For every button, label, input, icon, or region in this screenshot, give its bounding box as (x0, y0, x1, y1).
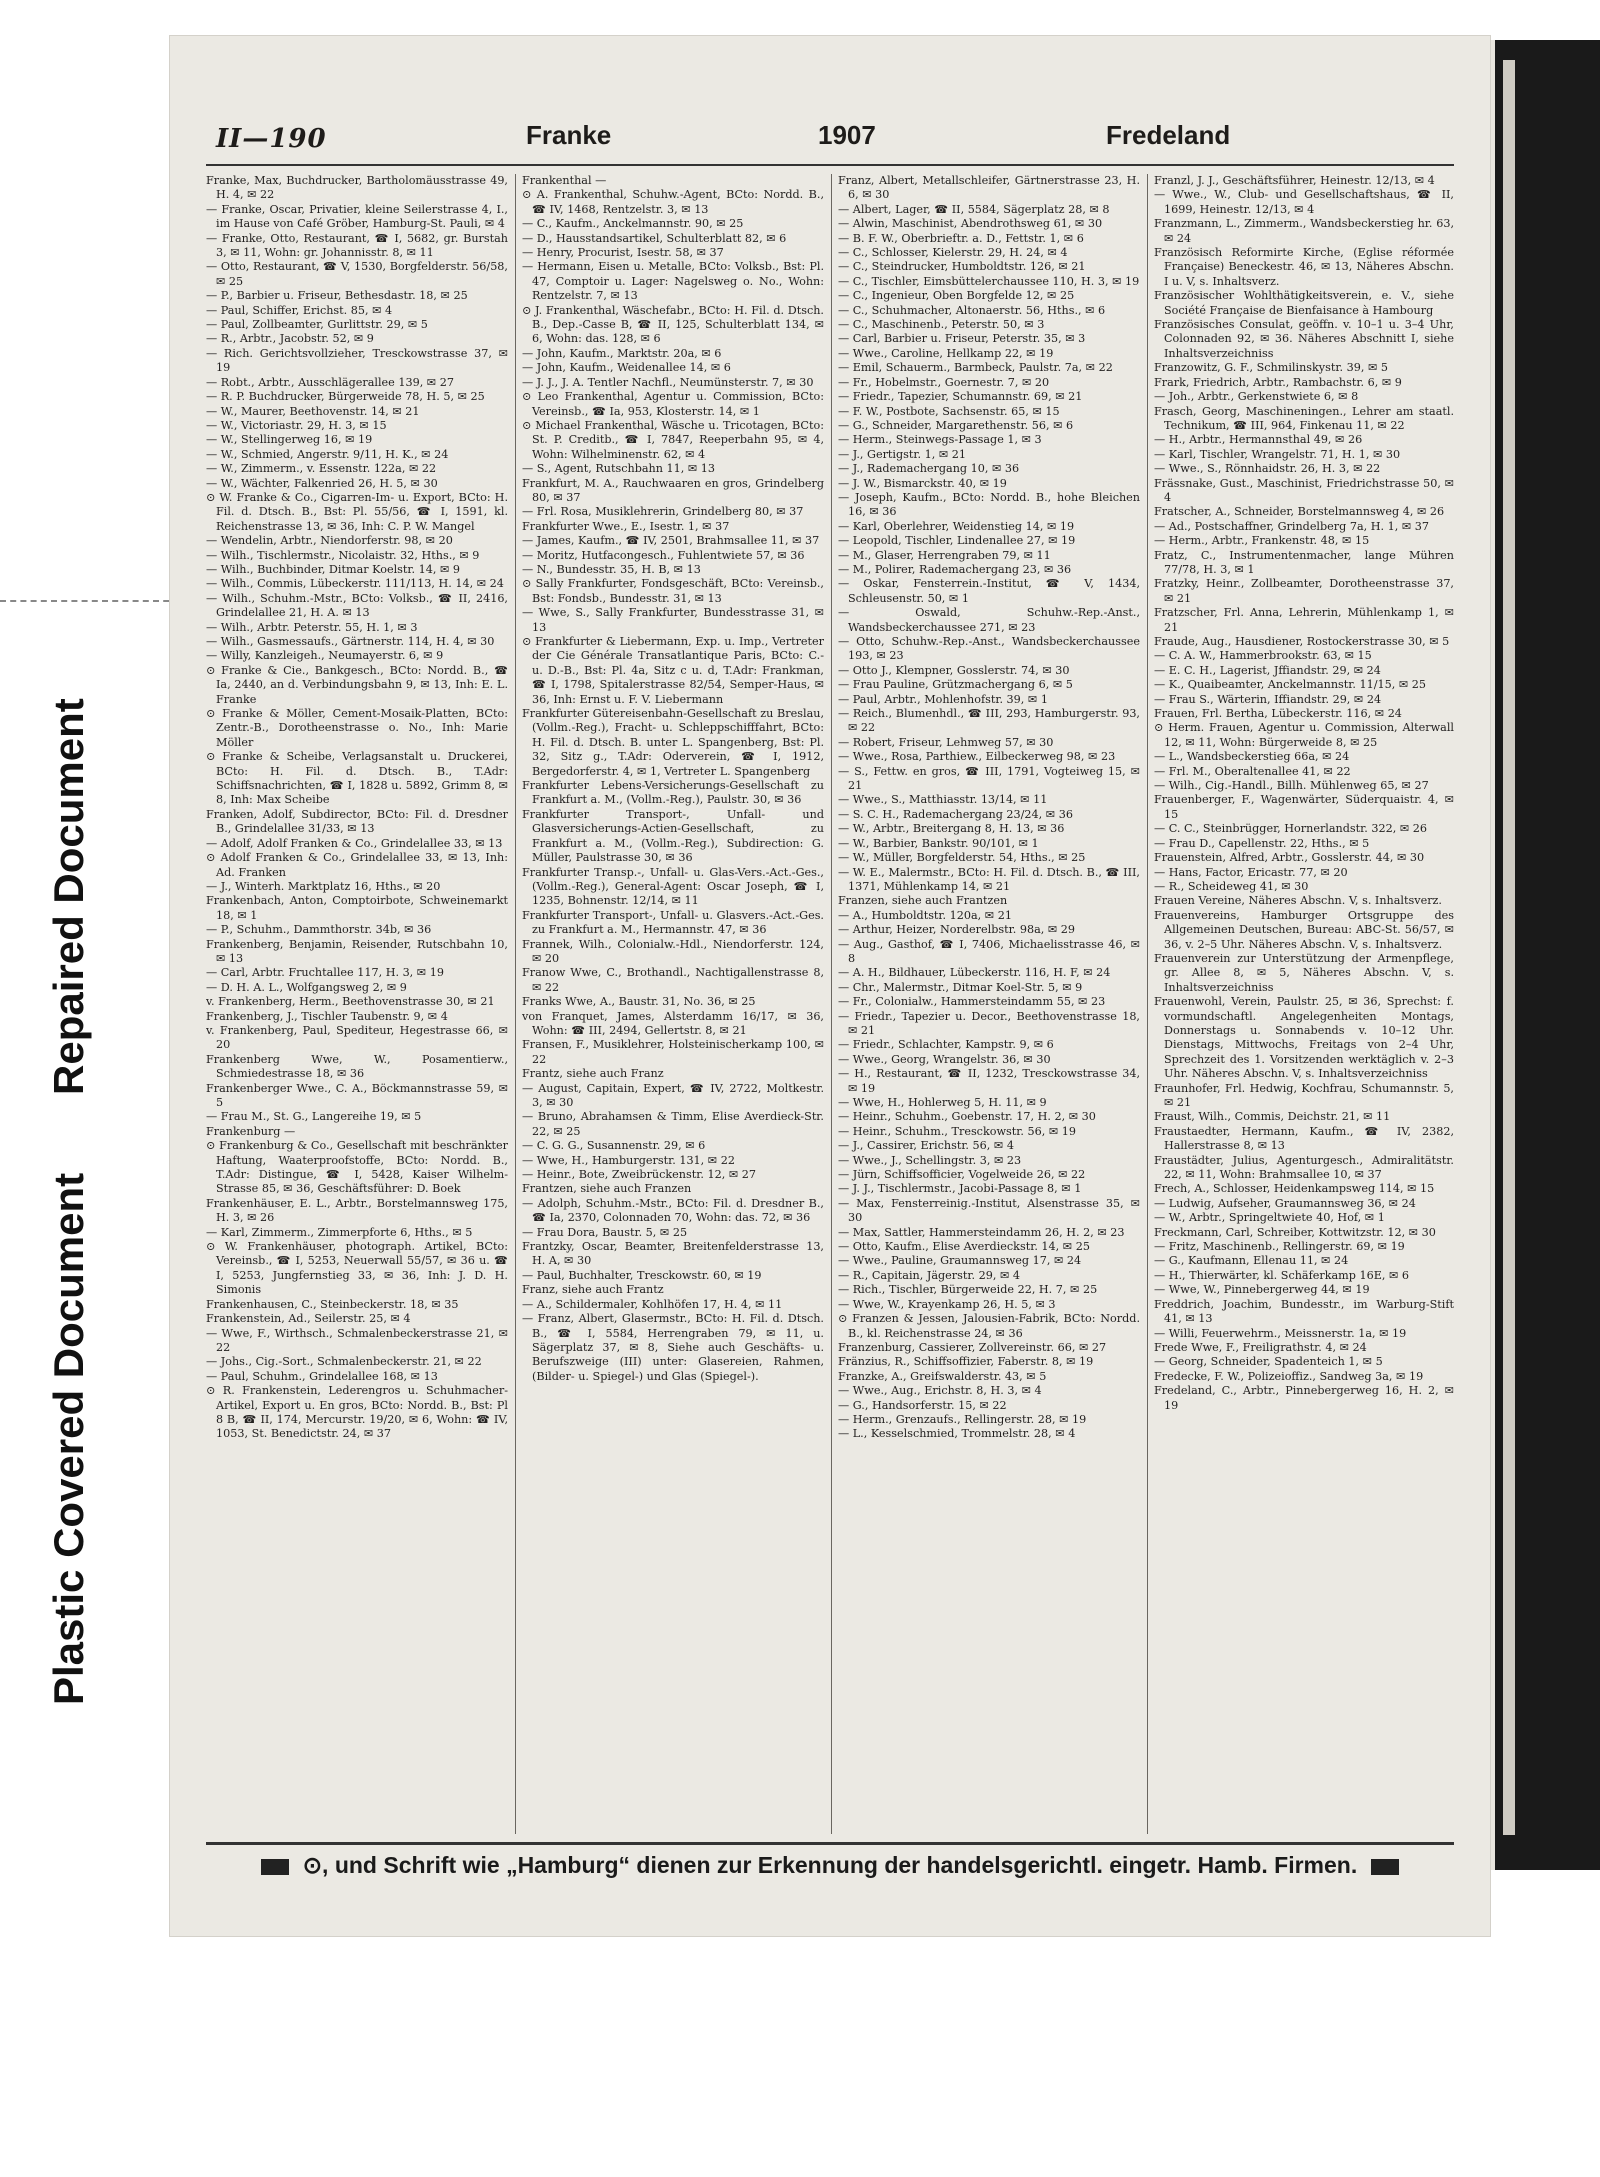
directory-entry: — F. W., Postbote, Sachsenstr. 65, ✉ 15 (838, 404, 1060, 418)
directory-entry: — C., Kaufm., Anckelmannstr. 90, ✉ 25 (522, 217, 744, 231)
directory-entry: — Wwe, H., Hohlerweg 5, H. 11, ✉ 9 (838, 1096, 1047, 1109)
directory-entry: — C., Schlosser, Kielerstr. 29, H. 24, ✉ 4 (838, 246, 1068, 260)
directory-entry: Franke, Max, Buchdrucker, Bartholomäusstrasse 49, H. 4, ✉ 22 (206, 174, 508, 202)
directory-entry: Frankenberg, Benjamin, Reisender, Rutschbahn 10, ✉ 13 (206, 937, 508, 965)
directory-entry: Frantz, siehe auch Franz (522, 1067, 664, 1081)
directory-entry: — W., Müller, Borgfelderstr. 54, Hths., ✉ 25 (838, 851, 1086, 865)
directory-entry: — Chr., Malermstr., Ditmar Koel-Str. 5, ✉ 9 (838, 980, 1083, 994)
directory-entry: ⊙ Frankenburg & Co., Gesellschaft mit beschränkter Haftung, Waaterproofstoffe, BCto: Nordd. B., T.Adr: Distingue, ☎ I, 5428, Kaiser Wilhelm-Strasse 85, ✉ 36, Geschäftsführer: D. Boek (206, 1139, 508, 1196)
directory-entry: Fransen, F., Musiklehrer, Holsteinischerkamp 100, ✉ 22 (522, 1038, 824, 1066)
directory-entry: — Fr., Hobelmstr., Goernestr. 7, ✉ 20 (838, 375, 1050, 389)
directory-entry: — Hans, Factor, Ericastr. 77, ✉ 20 (1154, 865, 1348, 879)
directory-entry: ⊙ Franke & Cie., Bankgesch., BCto: Nordd. B., ☎ Ia, 2440, an d. Verbindungsbahn 9, ✉ 13, Inh: E. L. Franke (206, 663, 508, 706)
header-rule (206, 164, 1454, 166)
column-divider (831, 174, 832, 1834)
directory-entry: — Wwe., J., Schellingstr. 3, ✉ 23 (838, 1153, 1022, 1167)
directory-entry: Fraustädter, Julius, Agenturgesch., Admiralitätstr. 22, ✉ 11, Wohn: Brahmsallee 10, ✉ 37 (1154, 1153, 1454, 1182)
directory-entry: — Arthur, Heizer, Norderelbstr. 98a, ✉ 29 (838, 923, 1076, 937)
directory-entry: Frankfurter Transport-, Unfall- u. Glasvers.-Act.-Ges. zu Frankfurt a. M., Hermannstr. 47, ✉ 36 (522, 908, 824, 937)
directory-entry: ⊙ Michael Frankenthal, Wäsche u. Tricotagen, BCto: St. P. Creditb., ☎ I, 7847, Reeperbahn 95, ✉ 4, Wohn: Wilhelminenstr. 62, ✉ 4 (522, 418, 824, 461)
directory-entry: — R., Capitain, Jägerstr. 29, ✉ 4 (838, 1268, 1021, 1282)
directory-entry: v. Frankenberg, Herm., Beethovenstrasse 30, ✉ 21 (206, 995, 495, 1009)
directory-entry: — Reich., Blumenhdl., ☎ III, 293, Hamburgerstr. 93, ✉ 22 (838, 707, 1140, 735)
directory-entry: — Hermann, Eisen u. Metalle, BCto: Volksb., Bst: Pl. 47, Comptoir u. Lager: Nagelsweg o. No., Wohn: Rentzelstr. 7, ✉ 13 (522, 260, 824, 303)
directory-entry: — John, Kaufm., Marktstr. 20a, ✉ 6 (522, 346, 722, 360)
directory-entry: — Rich., Tischler, Bürgerweide 22, H. 7, ✉ 25 (838, 1283, 1098, 1297)
directory-entry: — C. A. W., Hammerbrookstr. 63, ✉ 15 (1154, 649, 1372, 663)
directory-entry: — W., Barbier, Bankstr. 90/101, ✉ 1 (838, 836, 1039, 850)
side-label-panel (30, 0, 130, 2177)
directory-entry: — J. J., Tischlermstr., Jacobi-Passage 8, ✉ 1 (838, 1182, 1082, 1196)
directory-entry: — Jürn, Schiffsofficier, Vogelweide 26, ✉ 22 (838, 1168, 1086, 1182)
directory-entry: Frauenberger, F., Wagenwärter, Süderquaistr. 4, ✉ 15 (1154, 793, 1454, 821)
directory-entry: — Ludwig, Aufseher, Graumannsweg 36, ✉ 24 (1154, 1196, 1416, 1210)
directory-entry: — Leopold, Tischler, Lindenallee 27, ✉ 19 (838, 534, 1076, 548)
directory-entry: — Karl, Zimmerm., Zimmerpforte 6, Hths., ✉ 5 (206, 1225, 473, 1239)
directory-entry: Fratzky, Heinr., Zollbeamter, Dorotheenstrasse 37, ✉ 21 (1154, 577, 1454, 605)
directory-entry: Frauenwohl, Verein, Paulstr. 25, ✉ 36, Sprechst: f. vormundschaftl. Angelegenheiten Montags, Donnerstags u. Sonnabends v. 10–12 Uhr. Dienstags, Mittwochs, Freitags von 2–4 Uhr, Sprechzeit des 1. Vorsitzenden werktäglich v. 2–3 Uhr. Näheres Abschn. V, s. Inhaltsverzeichniss (1154, 995, 1454, 1081)
directory-entry: — P., Schuhm., Dammthorstr. 34b, ✉ 36 (206, 923, 432, 937)
directory-entry: — Bruno, Abrahamsen & Timm, Elise Averdieck-Str. 22, ✉ 25 (522, 1110, 824, 1138)
directory-entry: ⊙ Leo Frankenthal, Agentur u. Commission, BCto: Vereinsb., ☎ Ia, 953, Klosterstr. 14, ✉ 1 (522, 390, 824, 418)
directory-entry: Fratscher, A., Schneider, Borstelmannsweg 4, ✉ 26 (1154, 505, 1445, 519)
directory-entry: — Paul, Buchhalter, Tresckowstr. 60, ✉ 19 (522, 1268, 762, 1282)
directory-entry: Frankenberg, J., Tischler Taubenstr. 9, ✉ 4 (206, 1009, 448, 1023)
directory-entry: Frauenstein, Alfred, Arbtr., Gosslerstr. 44, ✉ 30 (1154, 851, 1425, 865)
directory-entry: Freddrich, Joachim, Bundesstr., im Warburg-Stift 41, ✉ 13 (1154, 1297, 1454, 1326)
directory-entry: — Frau D., Capellenstr. 22, Hths., ✉ 5 (1154, 836, 1370, 850)
directory-entry: — Max, Sattler, Hammersteindamm 26, H. 2, ✉ 23 (838, 1225, 1125, 1239)
footer-rule (206, 1842, 1454, 1845)
directory-page (170, 36, 1490, 1936)
footer-text: ⊙, und Schrift wie „Hamburg“ dienen zur Erkennung der handelsgerichtl. eingetr. Hamb. Firmen. (302, 1852, 1358, 1878)
directory-entry: ⊙ Franke & Möller, Cement-Mosaik-Platten, BCto: Zentr.-B., Dorotheenstrasse o. No., Inh: Marie Möller (206, 707, 508, 749)
directory-entry: — C. G. G., Susannenstr. 29, ✉ 6 (522, 1139, 706, 1153)
directory-entry: — Wwe., Caroline, Hellkamp 22, ✉ 19 (838, 346, 1054, 360)
directory-entry: — Otto, Restaurant, ☎ V, 1530, Borgfelderstr. 56/58, ✉ 25 (206, 260, 508, 288)
directory-entry: Fraust, Wilh., Commis, Deichstr. 21, ✉ 11 (1154, 1110, 1391, 1124)
directory-entry: — G., Kaufmann, Ellenau 11, ✉ 24 (1154, 1254, 1349, 1268)
directory-entry: — Oskar, Fensterrein.-Institut, ☎ V, 1434, Schleusenstr. 50, ✉ 1 (838, 577, 1140, 605)
directory-entry: — Otto J., Klempner, Gosslerstr. 74, ✉ 30 (838, 663, 1070, 677)
directory-entry: Fraude, Aug., Hausdiener, Rostockerstrasse 30, ✉ 5 (1154, 635, 1450, 648)
directory-entry: — Oswald, Schuhw.-Rep.-Anst., Wandsbeckerchaussee 271, ✉ 23 (838, 606, 1140, 634)
directory-entry: — J., Cassirer, Erichstr. 56, ✉ 4 (838, 1139, 1014, 1153)
directory-entry: — Wwe, W., Pinnebergerweg 44, ✉ 19 (1154, 1283, 1370, 1297)
directory-entry: — R., Arbtr., Jacobstr. 52, ✉ 9 (206, 332, 374, 346)
directory-entry: — G., Schneider, Margarethenstr. 56, ✉ 6 (838, 418, 1074, 432)
directory-entry: — John, Kaufm., Weidenallee 14, ✉ 6 (522, 361, 731, 375)
directory-entry: — A., Schildermaler, Kohlhöfen 17, H. 4, ✉ 11 (522, 1297, 783, 1311)
directory-entry: — C. C., Steinbrügger, Hornerlandstr. 322, ✉ 26 (1154, 822, 1428, 836)
directory-entry: — Friedr., Tapezier, Schumannstr. 69, ✉ 21 (838, 390, 1083, 404)
directory-entry: Frasch, Georg, Maschineningen., Lehrer am staatl. Technikum, ☎ III, 964, Finkenau 11, ✉ 22 (1154, 404, 1454, 432)
directory-entry: ⊙ A. Frankenthal, Schuhw.-Agent, BCto: Nordd. B., ☎ IV, 1468, Rentzelstr. 3, ✉ 13 (522, 188, 824, 216)
directory-entry: — C., Schuhmacher, Altonaerstr. 56, Hths., ✉ 6 (838, 303, 1106, 317)
directory-entry: — Paul, Zollbeamter, Gurlittstr. 29, ✉ 5 (206, 318, 428, 332)
directory-entry: — C., Tischler, Eimsbüttelerchaussee 110, H. 3, ✉ 19 (838, 274, 1140, 288)
directory-entry: Frankenhausen, C., Steinbeckerstr. 18, ✉ 35 (206, 1297, 459, 1311)
directory-entry: — Wilh., Arbtr. Peterstr. 55, H. 1, ✉ 3 (206, 620, 418, 634)
directory-entry: — W., Maurer, Beethovenstr. 14, ✉ 21 (206, 404, 420, 418)
directory-entry: — H., Thierwärter, kl. Schäferkamp 16E, ✉ 6 (1154, 1268, 1410, 1282)
directory-entry: — J. W., Bismarckstr. 40, ✉ 19 (838, 476, 1007, 490)
directory-entry: Franzen, siehe auch Frantzen (838, 894, 1008, 908)
directory-entry: — Adolph, Schuhm.-Mstr., BCto: Fil. d. Dresdner B., ☎ Ia, 2370, Colonnaden 70, Wohn: das. 72, ✉ 36 (522, 1196, 824, 1225)
directory-entry: ⊙ R. Frankenstein, Lederengros u. Schuhmacher-Artikel, Export u. En gros, BCto: Nordd. B., Bst: Pl 8 B, ☎ II, 174, Mercurstr. 19/20, ✉ 6, Wohn: ☎ IV, 1053, St. Benedictstr. 24, ✉ 37 (206, 1384, 508, 1441)
directory-entry: von Franquet, James, Alsterdamm 16/17, ✉ 36, Wohn: ☎ III, 2494, Gellertstr. 8, ✉ 21 (522, 1009, 824, 1037)
directory-entry: — Carl, Arbtr. Fruchtallee 117, H. 3, ✉ 19 (206, 966, 444, 980)
directory-entry: — S. C. H., Rademachergang 23/24, ✉ 36 (838, 807, 1073, 821)
directory-entry: — C., Steindrucker, Humboldtstr. 126, ✉ 21 (838, 260, 1086, 274)
directory-entry: Frantzky, Oscar, Beamter, Breitenfelderstrasse 13, H. A, ✉ 30 (522, 1240, 824, 1268)
directory-entry: Fraustaedter, Hermann, Kaufm., ☎ IV, 2382, Hallerstrasse 8, ✉ 13 (1154, 1124, 1454, 1153)
directory-entry: — G., Handsorferstr. 15, ✉ 22 (838, 1398, 1007, 1412)
directory-entry: — Wwe, F., Wirthsch., Schmalenbeckerstrasse 21, ✉ 22 (206, 1326, 508, 1354)
directory-entry: — S., Fettw. en gros, ☎ III, 1791, Vogteiweg 15, ✉ 21 (838, 764, 1140, 793)
directory-entry: — Frau Dora, Baustr. 5, ✉ 25 (522, 1225, 688, 1239)
directory-entry: — Franz, Albert, Glasermstr., BCto: H. Fil. d. Dtsch. B., ☎ I, 5584, Herrengraben 79, ✉ 11, u. Sägerplatz 37, ✉ 8, Siehe auch Geschäfts- u. Berufszweige (III) unter: Glasereien, Rahmen, (Bilder- u. Spiegel-) und Glas (Spiegel-). (522, 1312, 824, 1383)
column-4 (1154, 174, 1454, 1834)
directory-entry: — C., Ingenieur, Oben Borgfelde 12, ✉ 25 (838, 289, 1075, 303)
pointing-hand-icon (261, 1859, 289, 1875)
directory-entry: Frankenberger Wwe., C. A., Böckmannstrasse 59, ✉ 5 (206, 1081, 508, 1109)
directory-entry: — P., Barbier u. Friseur, Bethesdastr. 18, ✉ 25 (206, 289, 468, 303)
directory-entry: Frankfurter Lebens-Versicherungs-Gesellschaft zu Frankfurt a. M., (Vollm.-Reg.), Paulstr. 30, ✉ 36 (522, 779, 824, 807)
directory-entry: — Paul, Schiffer, Erichst. 85, ✉ 4 (206, 303, 393, 317)
column-1 (206, 174, 508, 1834)
next-page-edge-2 (1503, 60, 1515, 1835)
directory-entry: — W., Arbtr., Springeltwiete 40, Hof, ✉ 1 (1154, 1211, 1385, 1225)
directory-entry: — H., Arbtr., Hermannsthal 49, ✉ 26 (1154, 433, 1363, 447)
directory-entry: — H., Restaurant, ☎ II, 1232, Tresckowstrasse 34, ✉ 19 (838, 1067, 1140, 1095)
directory-entry: — August, Capitain, Expert, ☎ IV, 2722, Moltkestr. 3, ✉ 30 (522, 1081, 824, 1109)
directory-entry: — Emil, Schauerm., Barmbeck, Paulstr. 7a, ✉ 22 (838, 361, 1113, 375)
directory-entry: Fratzscher, Frl. Anna, Lehrerin, Mühlenkamp 1, ✉ 21 (1154, 606, 1454, 634)
directory-entry: — J., Rademachergang 10, ✉ 36 (838, 462, 1020, 476)
directory-entry: Franz, siehe auch Frantz (522, 1283, 664, 1297)
directory-entry: Frauen Vereine, Näheres Abschn. V, s. Inhaltsverz. (1154, 894, 1442, 908)
directory-entry: — L., Kesselschmied, Trommelstr. 28, ✉ 4 (838, 1427, 1076, 1441)
directory-entry: — W., Arbtr., Breitergang 8, H. 13, ✉ 36 (838, 822, 1065, 836)
directory-entry: — Aug., Gasthof, ☎ I, 7406, Michaelisstrasse 46, ✉ 8 (838, 937, 1140, 965)
directory-entry: — James, Kaufm., ☎ IV, 2501, Brahmsallee 11, ✉ 37 (522, 534, 820, 548)
directory-entry: — Frl. M., Oberaltenallee 41, ✉ 22 (1154, 764, 1351, 778)
directory-entry: Franks Wwe, A., Baustr. 31, No. 36, ✉ 25 (522, 995, 756, 1009)
directory-entry: ⊙ J. Frankenthal, Wäschefabr., BCto: H. Fil. d. Dtsch. B., Dep.-Casse B, ☎ II, 125, Schulterblatt 134, ✉ 6, Wohn: das. 128, ✉ 6 (522, 303, 824, 346)
directory-entry: — Wwe., Pauline, Graumannsweg 17, ✉ 24 (838, 1254, 1082, 1268)
directory-entry: — Max, Fensterreinig.-Institut, Alsenstrasse 35, ✉ 30 (838, 1196, 1140, 1225)
header-year: 1907 (818, 120, 876, 150)
plastic-covered-document-label: Plastic Covered Document (45, 1172, 92, 1705)
directory-entry: Franzl, J. J., Geschäftsführer, Heinestr. 12/13, ✉ 4 (1154, 174, 1435, 187)
page-number: II—190 (216, 124, 327, 154)
directory-entry: — Paul, Schuhm., Grindelallee 168, ✉ 13 (206, 1369, 438, 1383)
directory-entry: Frankenstein, Ad., Seilerstr. 25, ✉ 4 (206, 1312, 411, 1326)
directory-entry: Frauenvereins, Hamburger Ortsgruppe des Allgemeinen Deutschen, Bureau: ABC-St. 56/57, ✉ 36, v. 2–5 Uhr. Näheres Abschn. V, s. Inhaltsverz. (1154, 908, 1454, 951)
directory-entry: — Wwe, H., Hamburgerstr. 131, ✉ 22 (522, 1153, 735, 1167)
directory-entry: — Fritz, Maschinenb., Rellingerstr. 69, ✉ 19 (1154, 1240, 1405, 1254)
directory-entry: ⊙ Adolf Franken & Co., Grindelallee 33, ✉ 13, Inh: Ad. Franken (206, 851, 508, 879)
directory-entry: — Otto, Schuhw.-Rep.-Anst., Wandsbeckerchaussee 193, ✉ 23 (838, 635, 1140, 663)
directory-entry: — B. F. W., Oberbrieftr. a. D., Fettstr. 1, ✉ 6 (838, 231, 1084, 245)
repaired-document-label: Repaired Document (45, 698, 92, 1095)
directory-entry: Freckmann, Carl, Schreiber, Kottwitzstr. 12, ✉ 30 (1154, 1225, 1436, 1239)
directory-entry: — Fr., Colonialw., Hammersteindamm 55, ✉ 23 (838, 995, 1106, 1009)
directory-entry: v. Frankenberg, Paul, Spediteur, Hegestrasse 66, ✉ 20 (206, 1023, 508, 1052)
column-3 (838, 174, 1140, 1834)
directory-entry: — W., Zimmerm., v. Essenstr. 122a, ✉ 22 (206, 462, 437, 476)
directory-entry: — Wendelin, Arbtr., Niendorferstr. 98, ✉ 20 (206, 534, 453, 548)
directory-entry: — Wwe., S., Matthiasstr. 13/14, ✉ 11 (838, 793, 1048, 807)
directory-entry: Fränzius, R., Schiffsoffizier, Faberstr. 8, ✉ 19 (838, 1355, 1094, 1369)
directory-entry: — W., Wächter, Falkenried 26, H. 5, ✉ 30 (206, 476, 438, 490)
directory-entry: Frede Wwe, F., Freiligrathstr. 4, ✉ 24 (1154, 1340, 1367, 1354)
directory-entry: Frark, Friedrich, Arbtr., Rambachstr. 6, ✉ 9 (1154, 375, 1402, 389)
directory-entry: — A., Humboldtstr. 120a, ✉ 21 (838, 908, 1012, 922)
directory-entry: — Joseph, Kaufm., BCto: Nordd. B., hohe Bleichen 16, ✉ 36 (838, 490, 1140, 519)
directory-entry: — Frau M., St. G., Langereihe 19, ✉ 5 (206, 1110, 422, 1124)
directory-entry: Franken, Adolf, Subdirector, BCto: Fil. d. Dresdner B., Grindelallee 31/33, ✉ 13 (206, 807, 508, 836)
directory-entry: Frässnake, Gust., Maschinist, Friedrichstrasse 50, ✉ 4 (1154, 476, 1454, 504)
directory-entry: — Wilh., Gasmessaufs., Gärtnerstr. 114, H. 4, ✉ 30 (206, 635, 495, 648)
directory-entry: — Wwe., Georg, Wrangelstr. 36, ✉ 30 (838, 1052, 1051, 1066)
directory-entry: Frankfurt, M. A., Rauchwaaren en gros, Grindelberg 80, ✉ 37 (522, 476, 824, 504)
directory-entry: — Wwe., Aug., Erichstr. 8, H. 3, ✉ 4 (838, 1384, 1042, 1398)
directory-entry: — Joh., Arbtr., Gerkenstwiete 6, ✉ 8 (1154, 390, 1359, 404)
directory-entry: — S., Agent, Rutschbahn 11, ✉ 13 (522, 462, 716, 476)
directory-entry: — Moritz, Hutfacongesch., Fuhlentwiete 57, ✉ 36 (522, 548, 805, 562)
directory-entry: — Otto, Kaufm., Elise Averdieckstr. 14, ✉ 25 (838, 1240, 1090, 1254)
entry-columns (206, 174, 1454, 1834)
directory-entry: ⊙ Franke & Scheibe, Verlagsanstalt u. Druckerei, BCto: H. Fil. d. Dtsch. B., T.Adr: Schiffsnachrichten, ☎ I, 1828 u. 5892, Grimm 8, ✉ 8, Inh: Max Scheibe (206, 750, 508, 807)
directory-entry: — Karl, Tischler, Wrangelstr. 71, H. 1, ✉ 30 (1154, 447, 1401, 461)
directory-entry: — W., Victoriastr. 29, H. 3, ✉ 15 (206, 418, 387, 432)
directory-entry: — Heinr., Schuhm., Tresckowstr. 56, ✉ 19 (838, 1124, 1077, 1138)
directory-entry: — W., Stellingerweg 16, ✉ 19 (206, 433, 373, 447)
directory-entry: Frankenberg Wwe, W., Posamentierw., Schmiedestrasse 18, ✉ 36 (206, 1052, 508, 1081)
directory-entry: — Robt., Arbtr., Ausschlägerallee 139, ✉ 27 (206, 375, 454, 389)
directory-entry: Französisches Consulat, geöffn. v. 10–1 u. 3–4 Uhr, Colonnaden 92, ✉ 36. Näheres Abschnitt I, siehe Inhaltsverzeichniss (1154, 318, 1454, 360)
directory-entry: — Wilh., Commis, Lübeckerstr. 111/113, H. 14, ✉ 24 (206, 577, 504, 591)
directory-entry: — Friedr., Schlachter, Kampstr. 9, ✉ 6 (838, 1038, 1054, 1052)
directory-entry: — K., Quaibeamter, Anckelmannstr. 11/15, ✉ 25 (1154, 678, 1427, 692)
directory-entry: Frankfurter Gütereisenbahn-Gesellschaft zu Breslau, (Vollm.-Reg.), Fracht- u. Schleppschifffahrt, BCto: H. Fil. d. Dtsch. B. unter L. Spangenberg, Bst: Pl. 32, Sitz g., T.Adr: Oderverein, ☎ I, 1912, Bergedorferstr. 4, ✉ 1, Vertreter L. Spangenberg (522, 707, 824, 778)
directory-entry: — Herm., Arbtr., Frankenstr. 48, ✉ 15 (1154, 534, 1370, 548)
directory-entry: — Carl, Barbier u. Friseur, Peterstr. 35, ✉ 3 (838, 332, 1086, 346)
directory-entry: — M., Polirer, Rademachergang 23, ✉ 36 (838, 562, 1072, 576)
directory-entry: Frantzen, siehe auch Franzen (522, 1182, 692, 1196)
page-footer (206, 1852, 1454, 1879)
directory-entry: Franz, Albert, Metallschleifer, Gärtnerstrasse 23, H. 6, ✉ 30 (838, 174, 1140, 202)
directory-entry: — Johs., Cig.-Sort., Schmalenbeckerstr. 21, ✉ 22 (206, 1355, 482, 1369)
pointing-hand-icon (1371, 1859, 1399, 1875)
header-left-word: Franke (526, 120, 612, 150)
directory-entry: Fratz, C., Instrumentenmacher, lange Mühren 77/78, H. 3, ✉ 1 (1154, 548, 1454, 576)
directory-entry: Franzke, A., Greifswalderstr. 43, ✉ 5 (838, 1369, 1047, 1383)
directory-entry: Frankenbach, Anton, Comptoirbote, Schweinemarkt 18, ✉ 1 (206, 894, 508, 922)
directory-entry: — L., Wandsbeckerstieg 66a, ✉ 24 (1154, 750, 1350, 764)
directory-entry: — R. P. Buchdrucker, Bürgerweide 78, H. 5, ✉ 25 (206, 390, 485, 404)
directory-entry: — M., Glaser, Herrengraben 79, ✉ 11 (838, 548, 1051, 562)
directory-entry: Fredecke, F. W., Polizeioffiz., Sandweg 3a, ✉ 19 (1154, 1369, 1424, 1383)
directory-entry: Frauen, Frl. Bertha, Lübeckerstr. 116, ✉ 24 (1154, 707, 1402, 721)
directory-entry: — Wwe, W., Krayenkamp 26, H. 5, ✉ 3 (838, 1297, 1056, 1311)
directory-entry: — Albert, Lager, ☎ II, 5584, Sägerplatz 28, ✉ 8 (838, 202, 1110, 216)
directory-entry: — Ad., Postschaffner, Grindelberg 7a, H. 1, ✉ 37 (1154, 519, 1430, 533)
directory-entry: Frech, A., Schlosser, Heidenkampsweg 114, ✉ 15 (1154, 1182, 1435, 1196)
directory-entry: — A. H., Bildhauer, Lübeckerstr. 116, H. F, ✉ 24 (838, 966, 1111, 980)
directory-entry: Frankfurter Transport-, Unfall- und Glasversicherungs-Actien-Gesellschaft, zu Frankfurt a. M., (Vollm.-Reg.), Subdirection: G. Müller, Paulstrasse 30, ✉ 36 (522, 807, 824, 865)
directory-entry: — Wwe., S., Rönnhaidstr. 26, H. 3, ✉ 22 (1154, 462, 1381, 476)
directory-entry: — Karl, Oberlehrer, Weidenstieg 14, ✉ 19 (838, 519, 1075, 533)
directory-entry: — Wilh., Schuhm.-Mstr., BCto: Volksb., ☎ II, 2416, Grindelallee 21, H. A. ✉ 13 (206, 591, 508, 620)
directory-entry: — Franke, Oscar, Privatier, kleine Seilerstrasse 4, I., im Hause von Café Gröber, Hamburg-St. Pauli, ✉ 4 (206, 202, 508, 231)
directory-entry: ⊙ Sally Frankfurter, Fondsgeschäft, BCto: Vereinsb., Bst: Fondsb., Bundesstr. 31, ✉ 13 (522, 577, 824, 605)
directory-entry: — Frl. Rosa, Musiklehrerin, Grindelberg 80, ✉ 37 (522, 505, 804, 519)
directory-entry: Frankenthal — (522, 174, 607, 187)
column-divider (1147, 174, 1148, 1834)
directory-entry: — E. C. H., Lagerist, Jffiandstr. 29, ✉ 24 (1154, 663, 1381, 677)
directory-entry: Franzenburg, Cassierer, Zollvereinstr. 66, ✉ 27 (838, 1340, 1107, 1354)
directory-entry: — Willy, Kanzleigeh., Neumayerstr. 6, ✉ 9 (206, 649, 444, 663)
directory-entry: — J. J., J. A. Tentler Nachfl., Neumünsterstr. 7, ✉ 30 (522, 375, 814, 389)
header-right-word: Fredeland (1106, 120, 1231, 150)
directory-entry: — Adolf, Adolf Franken & Co., Grindelallee 33, ✉ 13 (206, 836, 503, 850)
directory-entry: — R., Scheideweg 41, ✉ 30 (1154, 879, 1309, 893)
directory-entry: — Heinr., Bote, Zweibrückenstr. 12, ✉ 27 (522, 1168, 756, 1182)
directory-entry: — Wwe., Rosa, Parthiew., Eilbeckerweg 98, ✉ 23 (838, 750, 1116, 764)
directory-entry: Franzowitz, G. F., Schmilinskystr. 39, ✉ 5 (1154, 361, 1388, 375)
directory-entry: — N., Bundesstr. 35, H. B, ✉ 13 (522, 562, 701, 576)
directory-entry: — Georg, Schneider, Spadenteich 1, ✉ 5 (1154, 1355, 1383, 1369)
directory-entry: — W. E., Malermstr., BCto: H. Fil. d. Dtsch. B., ☎ III, 1371, Mühlenkamp 14, ✉ 21 (838, 865, 1140, 893)
directory-entry: — Wwe., W., Club- und Gesellschaftshaus, ☎ II, 1699, Heinestr. 12/13, ✉ 4 (1154, 188, 1454, 216)
directory-entry: Franzmann, L., Zimmerm., Wandsbeckerstieg hr. 63, ✉ 24 (1154, 217, 1454, 245)
column-divider (515, 174, 516, 1834)
directory-entry: — Wilh., Tischlermstr., Nicolaistr. 32, Hths., ✉ 9 (206, 548, 480, 562)
directory-entry: — Willi, Feuerwehrm., Meissnerstr. 1a, ✉ 19 (1154, 1326, 1407, 1340)
directory-entry: — D. H. A. L., Wolfgangsweg 2, ✉ 9 (206, 980, 407, 994)
directory-entry: Fraunhofer, Frl. Hedwig, Kochfrau, Schumannstr. 5, ✉ 21 (1154, 1081, 1454, 1109)
directory-entry: — Alwin, Maschinist, Abendrothsweg 61, ✉ 30 (838, 217, 1103, 231)
directory-entry: — Henry, Procurist, Isestr. 58, ✉ 37 (522, 246, 724, 260)
directory-entry: — Franke, Otto, Restaurant, ☎ I, 5682, gr. Burstah 3, ✉ 11, Wohn: gr. Johannisstr. 8, ✉ 11 (206, 231, 508, 260)
directory-entry: — J., Winterh. Marktplatz 16, Hths., ✉ 20 (206, 879, 441, 893)
directory-entry: ⊙ Frankfurter & Liebermann, Exp. u. Imp., Vertreter der Cie Générale Transatlantique Paris, BCto: C.- u. D.-B., Bst: Pl. 4a, Sitz c u. d, T.Adr: Frankman, ☎ I, 1798, Spitalerstrasse 82/54, Semper-Haus, ✉ 36, Inh: Ernst u. F. V. Liebermann (522, 635, 824, 706)
directory-entry: — Wwe, S., Sally Frankfurter, Bundesstrasse 31, ✉ 13 (522, 606, 824, 634)
directory-entry: Frankfurter Transp.-, Unfall- u. Glas-Vers.-Act.-Ges., (Vollm.-Reg.), General-Agent: Oscar Joseph, ☎ I, 1235, Bohnenstr. 12/14, ✉ 11 (522, 865, 824, 908)
page-content (206, 120, 1454, 1920)
directory-entry: — Wilh., Buchbinder, Ditmar Koelstr. 14, ✉ 9 (206, 562, 461, 576)
directory-entry: ⊙ W. Franke & Co., Cigarren-Im- u. Export, BCto: H. Fil. d. Dtsch. B., Bst: Pl. 55/56, ☎ I, 1591, kl. Reichenstrasse 13, ✉ 36, Inh: C. P. W. Mangel (206, 490, 508, 533)
directory-entry: — Frau S., Wärterin, Iffiandstr. 29, ✉ 24 (1154, 692, 1382, 706)
directory-entry: — J., Gertigstr. 1, ✉ 21 (838, 447, 967, 461)
directory-entry: — Herm., Grenzaufs., Rellingerstr. 28, ✉ 19 (838, 1412, 1087, 1426)
directory-entry: — Heinr., Schuhm., Goebenstr. 17, H. 2, ✉ 30 (838, 1110, 1096, 1124)
directory-entry: — W., Schmied, Angerstr. 9/11, H. K., ✉ 24 (206, 447, 449, 461)
directory-entry: ⊙ Herm. Frauen, Agentur u. Commission, Alterwall 12, ✉ 11, Wohn: Bürgerweide 8, ✉ 25 (1154, 721, 1454, 749)
directory-entry: — D., Hausstandsartikel, Schulterblatt 82, ✉ 6 (522, 231, 787, 245)
directory-entry: — Paul, Arbtr., Mohlenhofstr. 39, ✉ 1 (838, 692, 1048, 706)
directory-entry: Frauenverein zur Unterstützung der Armenpflege, gr. Allee 8, ✉ 5, Näheres Abschn. V, s. Inhaltsverzeichniss (1154, 951, 1454, 994)
directory-entry: Franow Wwe, C., Brothandl., Nachtigallenstrasse 8, ✉ 22 (522, 966, 824, 994)
directory-entry: ⊙ W. Frankenhäuser, photograph. Artikel, BCto: Vereinsb., ☎ I, 5253, Neuerwall 55/57, ✉ 36 u. ☎ I, 5253, Jungfernstieg 33, ✉ 36, Inh: J. D. H. Simonis (206, 1240, 508, 1297)
directory-entry: — C., Maschinenb., Peterstr. 50, ✉ 3 (838, 318, 1045, 332)
column-2 (522, 174, 824, 1834)
directory-entry: — Rich. Gerichtsvollzieher, Tresckowstrasse 37, ✉ 19 (206, 346, 508, 375)
directory-entry: ⊙ Franzen & Jessen, Jalousien-Fabrik, BCto: Nordd. B., kl. Reichenstrasse 24, ✉ 36 (838, 1312, 1140, 1340)
directory-entry: — Wilh., Cig.-Handl., Billh. Mühlenweg 65, ✉ 27 (1154, 779, 1429, 793)
directory-entry: Frankenhäuser, E. L., Arbtr., Borstelmannsweg 175, H. 3, ✉ 26 (206, 1196, 508, 1225)
directory-entry: — Robert, Friseur, Lehmweg 57, ✉ 30 (838, 735, 1054, 749)
directory-entry: Frannek, Wilh., Colonialw.-Hdl., Niendorferstr. 124, ✉ 20 (522, 937, 824, 965)
directory-entry: Französisch Reformirte Kirche, (Eglise réformée Française) Beneckestr. 46, ✉ 13, Näheres Abschn. I u. V, s. Inhaltsverz. (1154, 246, 1454, 288)
directory-entry: Französischer Wohlthätigkeitsverein, e. V., siehe Société Française de Bienfaisance à Hambourg (1154, 289, 1454, 317)
directory-entry: — Herm., Steinwegs-Passage 1, ✉ 3 (838, 433, 1042, 447)
directory-entry: Frankenburg — (206, 1124, 296, 1138)
directory-entry: Frankfurter Wwe., E., Isestr. 1, ✉ 37 (522, 519, 730, 533)
directory-entry: — Frau Pauline, Grützmachergang 6, ✉ 5 (838, 678, 1073, 692)
directory-entry: Fredeland, C., Arbtr., Pinnebergerweg 16, H. 2, ✉ 19 (1154, 1384, 1454, 1412)
directory-entry: — Friedr., Tapezier u. Decor., Beethovenstrasse 18, ✉ 21 (838, 1009, 1140, 1037)
